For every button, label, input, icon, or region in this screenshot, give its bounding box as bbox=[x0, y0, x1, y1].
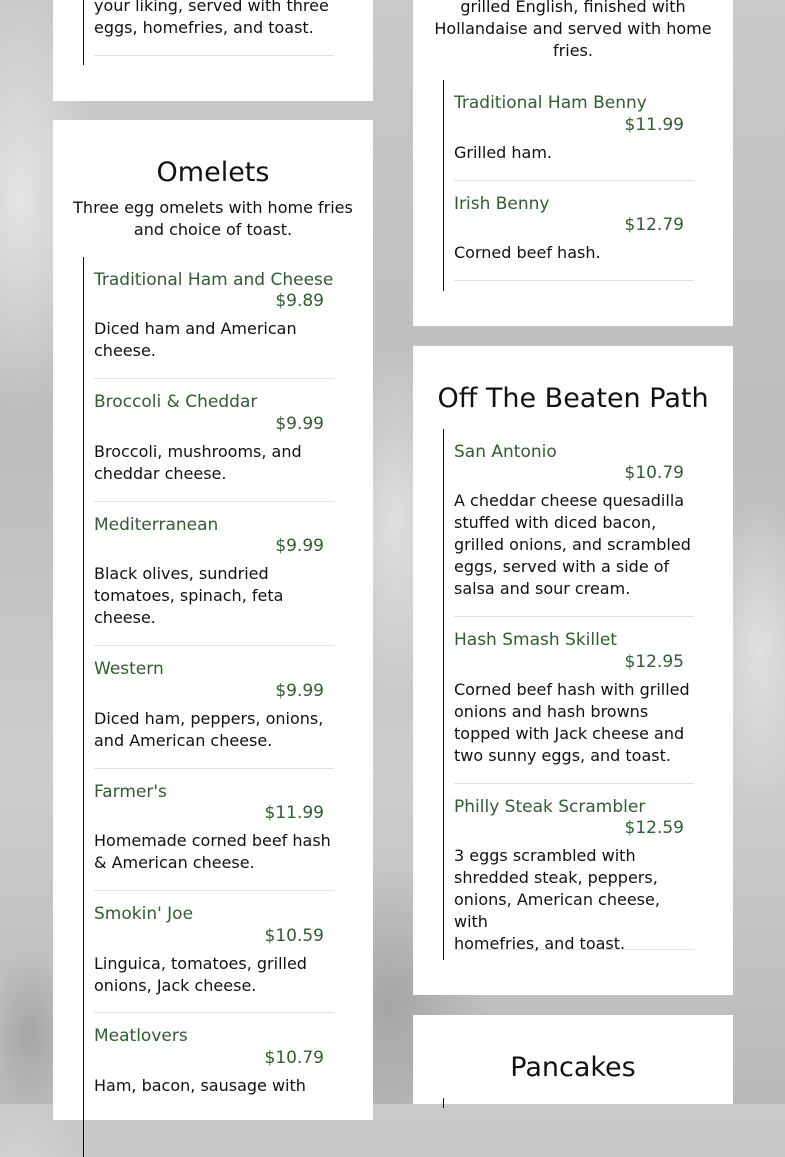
item-list bbox=[443, 1098, 694, 1108]
list-item bbox=[94, 1013, 334, 1134]
item-description-line: A cheddar cheese quesadilla bbox=[454, 491, 685, 510]
item-list bbox=[83, 257, 334, 1157]
section-description-line: fries. bbox=[553, 41, 593, 60]
item-description bbox=[94, 441, 302, 485]
item-list bbox=[443, 80, 694, 291]
section-description-line: and choice of toast. bbox=[133, 220, 293, 239]
menu-card-omelets bbox=[53, 120, 373, 1120]
item-price: $10.79 bbox=[624, 463, 684, 483]
item-description-line: Linguica, tomatoes, grilled bbox=[94, 954, 307, 973]
item-description-line: homefries, and toast. bbox=[454, 934, 626, 953]
item-price: $10.79 bbox=[264, 1048, 324, 1068]
item-name: Mediterranean bbox=[94, 515, 219, 535]
item-name: Traditional Ham and Cheese bbox=[94, 270, 334, 290]
list-item bbox=[94, 502, 334, 646]
item-description-line: stuffed with diced bacon, bbox=[454, 513, 657, 532]
item-description bbox=[94, 1075, 306, 1097]
item-description-line: Ham, bacon, sausage with bbox=[94, 1076, 306, 1095]
item-description-line: eggs, homefries, and toast. bbox=[94, 18, 314, 37]
item-description bbox=[94, 830, 331, 874]
item-price: $12.95 bbox=[624, 652, 684, 672]
item-description: Corned beef hash. bbox=[454, 243, 601, 262]
item-description bbox=[94, 0, 329, 39]
item-description-line: 3 eggs scrambled with bbox=[454, 846, 636, 865]
item-name: Philly Steak Scrambler bbox=[454, 797, 646, 817]
item-description bbox=[454, 679, 690, 767]
item-name: San Antonio bbox=[454, 442, 557, 462]
section-description-line: Hollandaise and served with home bbox=[434, 19, 712, 38]
item-description-line: Corned beef hash with grilled bbox=[454, 680, 690, 699]
list-item bbox=[454, 80, 694, 181]
item-description-line: cheese. bbox=[94, 608, 156, 627]
section-description bbox=[433, 0, 713, 62]
section-description-line: grilled English, finished with bbox=[460, 0, 686, 16]
item-description-line: cheddar cheese. bbox=[94, 464, 227, 483]
item-price: $9.89 bbox=[275, 291, 324, 311]
section-title: Pancakes bbox=[510, 1052, 636, 1083]
list-item bbox=[454, 429, 694, 617]
section-title: Omelets bbox=[156, 157, 270, 188]
item-description bbox=[94, 563, 283, 629]
section-title: Off The Beaten Path bbox=[437, 383, 709, 414]
item-name: Smokin' Joe bbox=[94, 904, 194, 924]
item-name: Farmer's bbox=[94, 782, 167, 802]
item-description-line: Diced ham and American bbox=[94, 319, 297, 338]
item-name: Traditional Ham Benny bbox=[454, 93, 647, 113]
list-item bbox=[94, 646, 334, 769]
list-item bbox=[94, 0, 334, 56]
list-item bbox=[94, 769, 334, 891]
item-price: $9.99 bbox=[275, 414, 324, 434]
item-description-line: Broccoli, mushrooms, and bbox=[94, 442, 302, 461]
item-description bbox=[454, 490, 691, 600]
item-description bbox=[94, 953, 307, 997]
list-item bbox=[454, 784, 694, 953]
item-name: Hash Smash Skillet bbox=[454, 630, 617, 650]
item-price: $9.99 bbox=[275, 536, 324, 556]
item-description-line: onions and hash browns bbox=[454, 702, 649, 721]
item-description bbox=[454, 845, 694, 955]
item-price: $9.99 bbox=[275, 681, 324, 701]
section-description-line: Three egg omelets with home fries bbox=[73, 198, 353, 217]
item-description-line: grilled onions, and scrambled bbox=[454, 535, 691, 554]
item-name: Western bbox=[94, 659, 164, 679]
item-description-line: and American cheese. bbox=[94, 731, 273, 750]
item-description-line: salsa and sour cream. bbox=[454, 579, 631, 598]
item-price: $12.59 bbox=[624, 818, 684, 838]
menu-card-pancakes bbox=[413, 1015, 733, 1104]
item-description-line: onions, American cheese, with bbox=[454, 890, 660, 931]
item-description-line: two sunny eggs, and toast. bbox=[454, 746, 671, 765]
item-description-line: onions, Jack cheese. bbox=[94, 976, 257, 995]
item-list bbox=[443, 429, 694, 960]
item-description-line: your liking, served with three bbox=[94, 0, 329, 15]
item-price: $11.99 bbox=[264, 803, 324, 823]
list-item bbox=[94, 257, 334, 379]
list-item bbox=[94, 891, 334, 1013]
item-description-line: eggs, served with a side of bbox=[454, 557, 670, 576]
menu-card-top-right bbox=[413, 0, 733, 326]
menu-card-off-the-beaten-path bbox=[413, 346, 733, 995]
item-name: Irish Benny bbox=[454, 194, 550, 214]
item-description-line: Homemade corned beef hash bbox=[94, 831, 331, 850]
list-item bbox=[454, 617, 694, 784]
item-name: Broccoli & Cheddar bbox=[94, 392, 258, 412]
item-description bbox=[94, 708, 323, 752]
item-description-line: Diced ham, peppers, onions, bbox=[94, 709, 324, 728]
item-list bbox=[83, 0, 334, 65]
item-price: $10.59 bbox=[264, 926, 324, 946]
item-description-line: shredded steak, peppers, bbox=[454, 868, 658, 887]
item-description-line: & American cheese. bbox=[94, 853, 255, 872]
list-item bbox=[94, 379, 334, 502]
item-description-line: topped with Jack cheese and bbox=[454, 724, 685, 743]
menu-card-top-left bbox=[53, 0, 373, 101]
section-description bbox=[73, 197, 353, 241]
item-price: $11.99 bbox=[624, 115, 684, 135]
list-item bbox=[454, 181, 694, 281]
item-name: Meatlovers bbox=[94, 1026, 188, 1046]
item-price: $12.79 bbox=[624, 215, 684, 235]
item-description-line: cheese. bbox=[94, 341, 156, 360]
item-description bbox=[94, 318, 297, 362]
item-description-line: tomatoes, spinach, feta bbox=[94, 586, 284, 605]
item-description-line: Black olives, sundried bbox=[94, 564, 269, 583]
item-description: Grilled ham. bbox=[454, 143, 553, 162]
